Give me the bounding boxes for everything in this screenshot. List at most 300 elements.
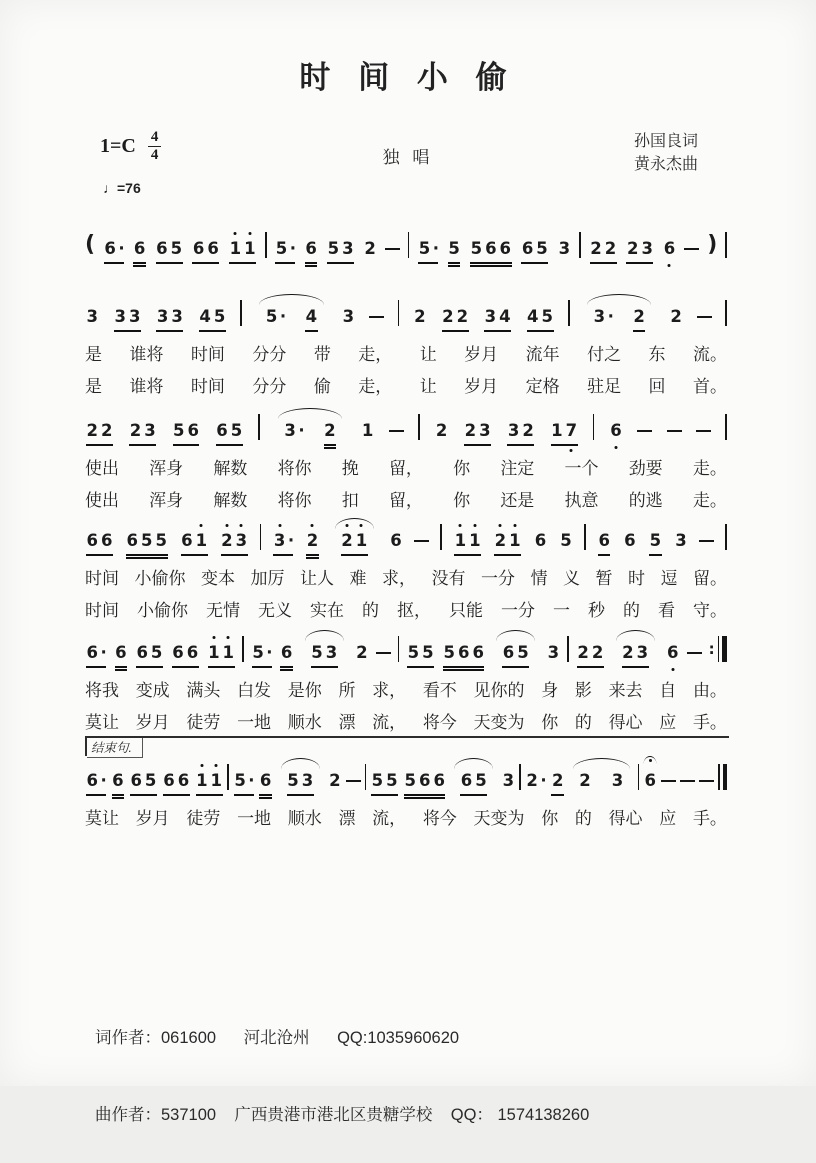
note-digit: 3: [342, 307, 355, 327]
note-token: [621, 643, 650, 664]
note-digit: 6: [156, 239, 168, 259]
slur-icon: [278, 408, 342, 419]
note-digit: 1: [551, 421, 563, 441]
lyric-line: [85, 372, 727, 397]
note-digit: 6: [499, 239, 512, 259]
note-digit: 6: [186, 643, 199, 663]
note-digit: 6: [259, 771, 272, 791]
beam-line: [404, 797, 445, 799]
note-token: [413, 307, 427, 328]
beam-line: [551, 794, 563, 796]
octave-dot-high: [227, 636, 230, 639]
note-digit: 3: [325, 643, 338, 663]
lyric-word: 首。: [692, 377, 727, 396]
lyric-word: 留，: [388, 491, 423, 510]
fermata-icon: [644, 756, 657, 764]
note-digit: 6: [126, 531, 139, 551]
note-digit: 6: [418, 771, 431, 791]
note-token: [85, 307, 99, 328]
note-token: [533, 531, 547, 552]
note-digit: 3: [675, 531, 687, 551]
credits: [634, 130, 698, 176]
lyric-word: 你: [541, 713, 559, 732]
note-token: [198, 307, 227, 328]
beam-line: [156, 262, 183, 264]
system-line: [85, 522, 727, 621]
note-digit: 2: [324, 421, 336, 441]
note-digit: 1: [228, 239, 242, 260]
lyric-word: 应: [659, 713, 677, 732]
note-digit: 6: [181, 531, 193, 551]
note-digit: 5: [144, 771, 157, 791]
note-digit: 1: [209, 771, 223, 792]
lyric-word: 只能: [449, 601, 483, 620]
note-token: [132, 239, 146, 260]
lyric-word: 解数: [213, 459, 248, 478]
beam-line: [407, 666, 434, 668]
note-token: [283, 421, 305, 442]
beam-line: [133, 262, 145, 264]
lyric-word: 东: [648, 345, 666, 364]
note-digit: 2: [329, 771, 341, 791]
note-digit: 5: [230, 421, 243, 441]
note-digit: 3: [284, 421, 296, 441]
note-token: [305, 531, 319, 552]
lyric-word: 没有: [431, 569, 466, 588]
slurred-notes: [569, 771, 634, 792]
note-token: [85, 643, 107, 664]
note-digit: 6: [172, 643, 184, 663]
barline: [260, 524, 262, 550]
lyric-word: 见你的: [473, 681, 525, 700]
lyric-word: 手。: [692, 713, 727, 732]
lyric-word: 的: [362, 601, 379, 620]
lyric-word: 岁月: [135, 809, 170, 828]
beam-line: [649, 554, 661, 556]
lyric-word: 由。: [692, 681, 727, 700]
slurred-notes: [274, 421, 346, 442]
lyric-word: 的逃: [628, 491, 663, 510]
note-token: [233, 771, 255, 792]
system-line: [85, 634, 727, 733]
beam-line: [196, 794, 223, 796]
note-token: [125, 531, 168, 552]
slurred-notes: [492, 643, 539, 664]
lyric-word: 一地: [237, 809, 272, 828]
note-digit: 6: [485, 239, 497, 259]
lyric-word: 自: [659, 681, 677, 700]
barline: [418, 414, 420, 440]
note-token: [207, 643, 236, 664]
note-token: [453, 531, 482, 552]
note-digit: 2: [100, 421, 113, 441]
note-token: [441, 307, 470, 328]
beam-line: [104, 262, 124, 264]
lyric-word: 使出: [85, 459, 119, 478]
note-token: [434, 421, 448, 442]
beam-line: [259, 794, 271, 796]
note-token: [406, 643, 435, 664]
beam-line: [173, 444, 200, 446]
note-digit: 1: [508, 531, 522, 552]
notes-line: [85, 230, 727, 260]
augmentation-dot: ·: [607, 307, 614, 327]
lyric-word: 使出: [85, 491, 119, 510]
barline: [568, 300, 570, 326]
notes-line: [85, 762, 727, 792]
note-digit: 4: [199, 307, 211, 327]
note-token: [155, 239, 184, 260]
note-token: [546, 643, 560, 664]
note-digit: 2: [526, 771, 538, 791]
lyric-word: 看: [658, 601, 675, 620]
dash-note: [699, 780, 714, 783]
lyric-word: 抠，: [397, 601, 431, 620]
note-digit: 3: [128, 307, 141, 327]
note-digit: 5: [386, 771, 398, 791]
octave-dot-high: [473, 524, 476, 527]
beam-line: [259, 797, 271, 799]
note-digit: 1: [243, 239, 257, 260]
beam-line: [311, 666, 338, 668]
note-digit: 3: [558, 239, 571, 259]
lyric-word: 岁月: [464, 377, 499, 396]
lyric-word: 白发: [237, 681, 272, 700]
note-digit: 2: [129, 421, 142, 441]
barline: [242, 636, 244, 662]
time-signature-denominator: 4: [150, 147, 159, 163]
lyric-line: [85, 596, 727, 621]
beam-line: [133, 265, 145, 267]
lyric-word: 走，: [358, 377, 393, 396]
beam-line: [448, 265, 460, 267]
beam-line: [448, 262, 460, 264]
lyric-word: 分分: [252, 345, 287, 364]
note-digit: 3: [234, 531, 248, 552]
note-token: [597, 531, 611, 552]
beam-line: [86, 444, 113, 446]
lyric-word: 时间: [85, 601, 119, 620]
note-digit: 3: [547, 643, 560, 663]
note-digit: 5: [170, 239, 183, 259]
note-token: [274, 239, 296, 260]
notes-line: [85, 634, 727, 664]
note-token: [370, 771, 399, 792]
octave-dot-high: [215, 764, 218, 767]
note-digit: 6: [187, 421, 199, 441]
note-digit: 6: [665, 643, 679, 664]
lyric-word: 走。: [692, 491, 727, 510]
note-token: [304, 239, 318, 260]
note-digit: 6: [390, 531, 402, 551]
beam-line: [418, 262, 438, 264]
note-digit: 5: [475, 771, 487, 791]
beam-line: [126, 557, 167, 559]
barline: [258, 414, 260, 440]
octave-dot-high: [240, 524, 243, 527]
composer-contact: 曲作者：537100 广西贵港市港北区贵糖学校 QQ： 1574138260: [95, 1106, 590, 1124]
lyric-word: 谁将: [129, 345, 164, 364]
lyric-word: 天变为: [473, 809, 525, 828]
lyric-word: 将我: [85, 681, 119, 700]
lyric-word: 时间: [85, 569, 119, 588]
note-digit: 5: [470, 239, 483, 259]
note-digit: 5: [150, 643, 163, 663]
note-token: [447, 239, 461, 260]
note-digit: 5: [327, 239, 340, 259]
beam-line: [324, 444, 336, 446]
slurred-notes: [612, 643, 659, 664]
note-token: [559, 531, 573, 552]
note-token: [355, 643, 369, 664]
note-token: [669, 307, 683, 328]
note-digit: 6: [136, 643, 148, 663]
note-digit: 1: [194, 531, 208, 552]
note-digit: 6: [207, 239, 219, 259]
lyric-word: 求，: [372, 681, 407, 700]
beam-line: [470, 262, 511, 264]
slurred-notes: [450, 771, 497, 792]
lyric-word: 天变为: [473, 713, 525, 732]
lyric-word: 得心: [608, 809, 643, 828]
note-token: [129, 771, 158, 792]
lyric-word: 流，: [372, 713, 407, 732]
lyricist-contact: 词作者：061600 河北沧州 QQ:1035960620: [95, 1029, 460, 1047]
lyric-word: 注定: [500, 459, 535, 478]
beam-line: [521, 262, 548, 264]
lyric-word: 让人: [300, 569, 334, 588]
note-digit: 6: [433, 771, 445, 791]
note-digit: 4: [305, 307, 318, 327]
note-digit: 6: [280, 643, 293, 663]
beam-line: [527, 330, 554, 332]
lyric-word: 劲要: [628, 459, 663, 478]
beam-line: [208, 666, 235, 668]
barline: [365, 764, 367, 790]
note-token: [623, 531, 637, 552]
parenthesis: ): [707, 232, 718, 257]
lyric-word: 留。: [693, 569, 727, 588]
lyric-word: 岁月: [135, 713, 170, 732]
note-digit: 6: [662, 239, 676, 260]
note-token: [648, 531, 662, 552]
note-token: [180, 531, 209, 552]
note-token: [264, 307, 286, 328]
augmentation-dot: ·: [248, 771, 255, 791]
dash-note: [667, 430, 682, 433]
lyric-word: 一: [553, 601, 570, 620]
beam-line: [115, 666, 127, 668]
lyric-word: 浑身: [149, 491, 184, 510]
note-digit: 1: [195, 771, 209, 792]
note-digit: 3: [484, 307, 497, 327]
system-line: [85, 412, 727, 511]
note-token: [483, 307, 512, 328]
note-token: [220, 531, 249, 552]
note-digit: 1: [453, 531, 467, 552]
note-token: [191, 239, 220, 260]
note-token: [403, 771, 446, 792]
final-barline: [718, 764, 727, 790]
beam-line: [327, 262, 354, 264]
beam-line: [86, 666, 106, 668]
slur-icon: [587, 294, 651, 305]
beam-line: [404, 794, 445, 796]
note-digit: 2: [590, 239, 602, 259]
note-digit: 2: [464, 421, 477, 441]
composer-credit: 黄永杰曲: [633, 156, 698, 174]
note-digit: 5: [234, 771, 246, 791]
note-digit: 5: [422, 643, 434, 663]
barline: [593, 414, 595, 440]
note-token: [557, 239, 571, 260]
note-digit: 2: [604, 239, 617, 259]
barline: [725, 232, 727, 258]
beam-line: [136, 666, 163, 668]
barline: [227, 764, 229, 790]
lyric-word: 流，: [372, 809, 407, 828]
note-digit: 6: [216, 421, 228, 441]
barline: [519, 764, 521, 790]
lyric-word: 扣: [341, 491, 359, 510]
footer: [95, 986, 589, 1163]
beam-line: [234, 794, 254, 796]
note-token: [103, 239, 125, 260]
note-digit: 6: [86, 771, 98, 791]
dash-note: [385, 248, 400, 251]
octave-dot-high: [234, 232, 237, 235]
lyric-word: 驻足: [587, 377, 622, 396]
note-token: [360, 421, 374, 442]
lyric-word: 一分: [481, 569, 515, 588]
note-digit: 5: [371, 771, 384, 791]
barline: [398, 300, 400, 326]
lyric-word: 时: [628, 569, 645, 588]
dash-note: [369, 316, 384, 319]
lyric-word: 留，: [388, 459, 423, 478]
augmentation-dot: ·: [100, 643, 107, 663]
note-digit: 1: [207, 643, 221, 664]
lyric-word: 逗: [660, 569, 678, 588]
note-digit: 6: [104, 239, 116, 259]
barline: [579, 232, 581, 258]
lyric-word: 无情: [206, 601, 240, 620]
note-token: [501, 771, 515, 792]
slur-icon: [454, 758, 493, 769]
dash-note: [414, 540, 429, 543]
lyric-word: 付之: [587, 345, 622, 364]
lyric-word: 定格: [525, 377, 560, 396]
lyric-word: 小偷你: [137, 601, 188, 620]
note-token: [128, 421, 157, 442]
note-token: [340, 531, 369, 552]
note-token: [609, 421, 623, 442]
note-digit: 3: [156, 307, 169, 327]
slur-icon: [281, 758, 320, 769]
note-token: [463, 421, 492, 442]
note-token: [610, 771, 624, 792]
beam-line: [199, 330, 226, 332]
beam-line: [129, 444, 156, 446]
note-digit: 3: [144, 421, 156, 441]
lyric-word: 挽: [341, 459, 359, 478]
lyric-word: 难: [349, 569, 367, 588]
note-digit: 2: [364, 239, 376, 259]
slurred-notes: [331, 531, 378, 552]
lyric-word: 是你: [287, 681, 322, 700]
lyric-word: 你: [541, 809, 559, 828]
note-digit: 4: [527, 307, 539, 327]
beam-line: [86, 554, 113, 556]
beam-line: [484, 330, 511, 332]
note-digit: 4: [499, 307, 511, 327]
song-title: 时 间 小 偷: [299, 60, 517, 95]
lyric-word: 一地: [237, 713, 272, 732]
slur-icon: [305, 630, 344, 641]
lyric-word: 流年: [525, 345, 560, 364]
note-token: [114, 643, 128, 664]
lyric-word: 看不: [422, 681, 457, 700]
beam-line: [252, 666, 272, 668]
note-digit: 6: [86, 643, 98, 663]
lyric-word: 得心: [608, 713, 643, 732]
note-digit: 6: [305, 239, 317, 259]
repeat-end-barline: :: [709, 636, 727, 662]
note-digit: 3: [86, 307, 98, 327]
note-token: [625, 239, 654, 260]
note-token: [155, 307, 184, 328]
note-digit: 2: [86, 421, 98, 441]
note-digit: 5: [173, 421, 185, 441]
dash-note: [680, 780, 695, 783]
note-digit: 6: [86, 531, 98, 551]
note-digit: 6: [163, 771, 175, 791]
octave-dot-low: [614, 446, 617, 449]
lyric-word: 是: [85, 377, 102, 396]
octave-dot-high: [459, 524, 462, 527]
note-token: [304, 307, 318, 328]
note-token: [550, 771, 564, 792]
note-token: [665, 643, 679, 664]
note-token: [228, 239, 257, 260]
note-token: [85, 531, 114, 552]
beam-line: [156, 330, 183, 332]
beam-line: [273, 554, 293, 556]
lyric-word: 徒劳: [186, 809, 221, 828]
note-token: [162, 771, 191, 792]
note-digit: 5: [252, 643, 264, 663]
lyric-word: 的: [623, 601, 640, 620]
beam-line: [371, 794, 398, 796]
augmentation-dot: ·: [289, 239, 297, 259]
barline: [265, 232, 267, 258]
note-digit: 2: [220, 531, 234, 552]
note-digit: 5: [536, 239, 548, 259]
note-digit: 6: [598, 531, 610, 551]
beam-line: [626, 262, 653, 264]
octave-dot-high: [311, 524, 314, 527]
note-token: [111, 771, 125, 792]
beam-line: [494, 554, 521, 556]
octave-dot-low: [668, 264, 671, 267]
beam-line: [460, 794, 487, 796]
lyric-word: 顺水: [287, 809, 322, 828]
note-digit: 5: [418, 239, 431, 259]
beam-line: [590, 262, 617, 264]
beam-line: [464, 444, 491, 446]
dash-note: [376, 652, 391, 655]
beam-line: [216, 444, 243, 446]
